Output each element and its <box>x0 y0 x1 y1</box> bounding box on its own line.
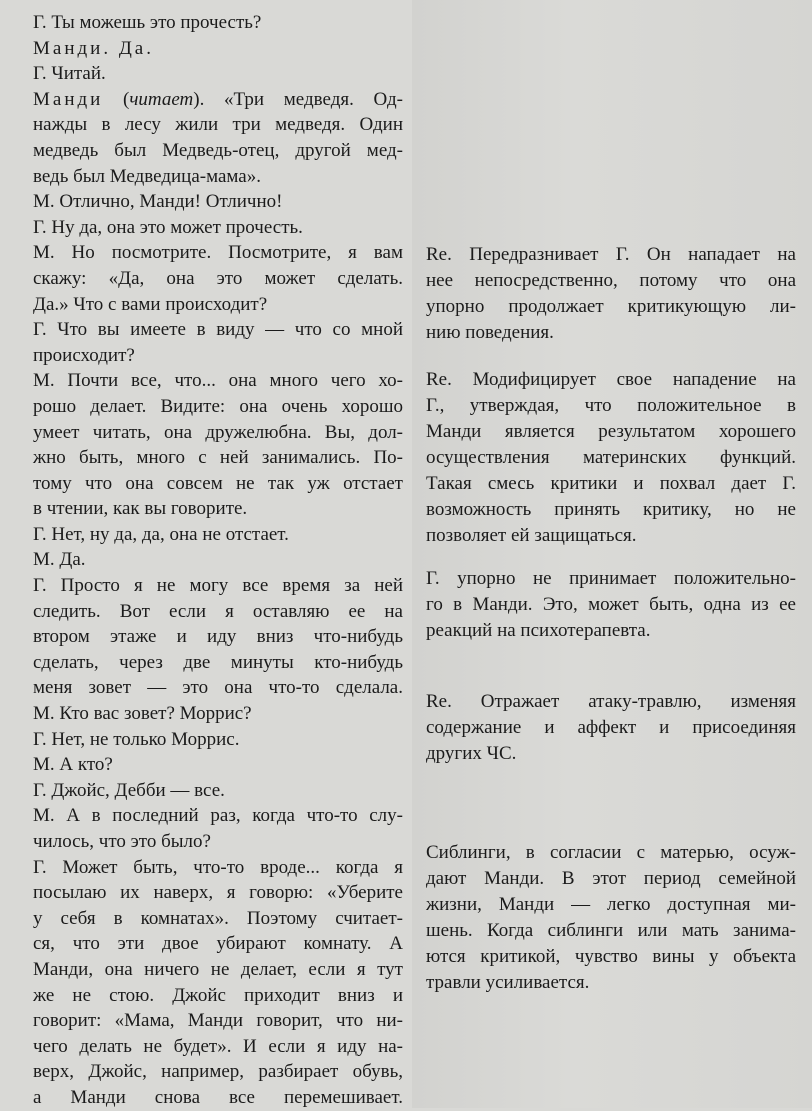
dialogue-line: меня зовет — это она что-то сделала. <box>33 677 403 699</box>
dialogue-line: Да.» Что с вами происходит? <box>33 293 268 315</box>
note-line: содержание и аффект и присоединяя <box>426 717 796 738</box>
dialogue-line: верх, Джойс, например, разбирает обувь, <box>33 1061 403 1083</box>
dialogue-line: жно быть, много с ней занимались. По- <box>33 447 403 469</box>
dialogue-line: Г. Нет, ну да, да, она не отстает. <box>33 523 289 545</box>
note-line: Сиблинги, в согласии с матерью, осуж- <box>426 842 796 863</box>
commentary-note <box>426 566 796 644</box>
dialogue-line: Манди. Да. <box>33 37 154 59</box>
note-line: Г., утверждая, что положительное в <box>426 395 796 416</box>
note-line: шень. Когда сиблинги или мать занима- <box>426 920 796 941</box>
note-line: осуществления материнских функций. <box>426 447 796 468</box>
note-line: реакций на психотерапевта. <box>426 620 651 641</box>
dialogue-line: умеет читать, она дружелюбна. Вы, дол- <box>33 421 403 443</box>
note-line: го в Манди. Это, может быть, одна из ее <box>426 594 796 615</box>
dialogue-line: в чтении, как вы говорите. <box>33 498 248 520</box>
dialogue-line: происходит? <box>33 344 135 366</box>
dialogue-line: Г. Ты можешь это прочесть? <box>33 12 262 33</box>
note-line: нию поведения. <box>426 322 554 343</box>
dialogue-line: чего делать не будет». И если я иду на- <box>33 1035 403 1057</box>
dialogue-line: Г. Ну да, она это может прочесть. <box>33 216 303 238</box>
note-line: Re. Передразнивает Г. Он нападает на <box>426 244 796 265</box>
commentary-note <box>426 367 796 549</box>
note-line: нее непосредственно, потому что она <box>426 270 796 291</box>
note-line: Г. упорно не принимает положительно- <box>426 568 796 589</box>
note-line: ются критикой, чувство вины у объекта <box>426 946 796 967</box>
dialogue-line: М. А кто? <box>33 754 113 776</box>
dialogue-line: Г. Что вы имеете в виду — что со мной <box>33 319 403 341</box>
dialogue-line: Манди, она ничего не делает, если я тут <box>33 958 403 980</box>
dialogue-line: Г. Джойс, Дебби — все. <box>33 779 225 801</box>
dialogue-line: М. Отлично, Манди! Отлично! <box>33 191 283 213</box>
dialogue-line: М. Да. <box>33 549 86 571</box>
commentary-note <box>426 689 796 767</box>
dialogue-line: Г. Может быть, что-то вроде... когда я <box>33 856 403 878</box>
dialogue-line: у себя в комнатах». Поэтому считает- <box>33 907 403 929</box>
dialogue-line: Г. Просто я не могу все время за ней <box>33 575 403 597</box>
note-line: жизни, Манди — легко доступная ми- <box>426 894 796 915</box>
dialogue-line: нажды в лесу жили три медведя. Один <box>33 114 403 136</box>
note-line: возможность принять критику, но не <box>426 499 796 520</box>
note-line: Re. Модифицирует свое нападение на <box>426 369 796 390</box>
note-line: позволяет ей защищаться. <box>426 525 637 546</box>
dialogue-line: М. А в последний раз, когда что-то слу- <box>33 805 403 827</box>
note-line: Манди является результатом хорошего <box>426 421 796 442</box>
dialogue-line: втором этаже и иду вниз что-нибудь <box>33 626 403 648</box>
dialogue-line: а Манди снова все перемешивает. <box>33 1086 403 1108</box>
dialogue-line: сделать, через две минуты кто-нибудь <box>33 651 403 673</box>
dialogue-line: говорит: «Мама, Манди говорит, что ни- <box>33 1010 403 1032</box>
dialogue-line: скажу: «Да, она это может сделать. <box>33 267 403 289</box>
dialogue-line: ся, что эти двое убирают комнату. А <box>33 933 403 955</box>
note-line: Re. Отражает атаку-травлю, изменяя <box>426 691 796 712</box>
dialogue-line: следить. Вот если я оставляю ее на <box>33 600 403 622</box>
dialogue-line: М. Кто вас зовет? Моррис? <box>33 703 252 725</box>
dialogue-line: тому что она совсем не так уж отстает <box>33 472 403 494</box>
dialogue-line: медведь был Медведь-отец, другой мед- <box>33 139 403 161</box>
dialogue-line: ведь был Медведица-мама». <box>33 165 261 187</box>
dialogue-line: Г. Читай. <box>33 63 106 85</box>
dialogue-line: посылаю их наверх, я говорю: «Уберите <box>33 882 403 904</box>
note-line: Такая смесь критики и похвал дает Г. <box>426 473 796 494</box>
note-line: упорно продолжает критикующую ли- <box>426 296 796 317</box>
commentary-note <box>426 242 796 346</box>
note-line: других ЧС. <box>426 743 517 764</box>
note-line: дают Манди. В этот период семейной <box>426 868 796 889</box>
commentary-note <box>426 840 796 996</box>
dialogue-line: же не стою. Джойс приходит вниз и <box>33 984 403 1006</box>
dialogue-line: М. Почти все, что... она много чего хо- <box>33 370 403 392</box>
dialogue-line: Манди (читает). «Три медведя. Од- <box>33 88 403 110</box>
dialogue-line: Г. Нет, не только Моррис. <box>33 728 240 750</box>
dialogue-line: рошо делает. Видите: она очень хорошо <box>33 395 403 417</box>
note-line: травли усиливается. <box>426 972 590 993</box>
dialogue-line: чилось, что это было? <box>33 831 211 852</box>
dialogue-line: М. Но посмотрите. Посмотрите, я вам <box>33 242 403 264</box>
